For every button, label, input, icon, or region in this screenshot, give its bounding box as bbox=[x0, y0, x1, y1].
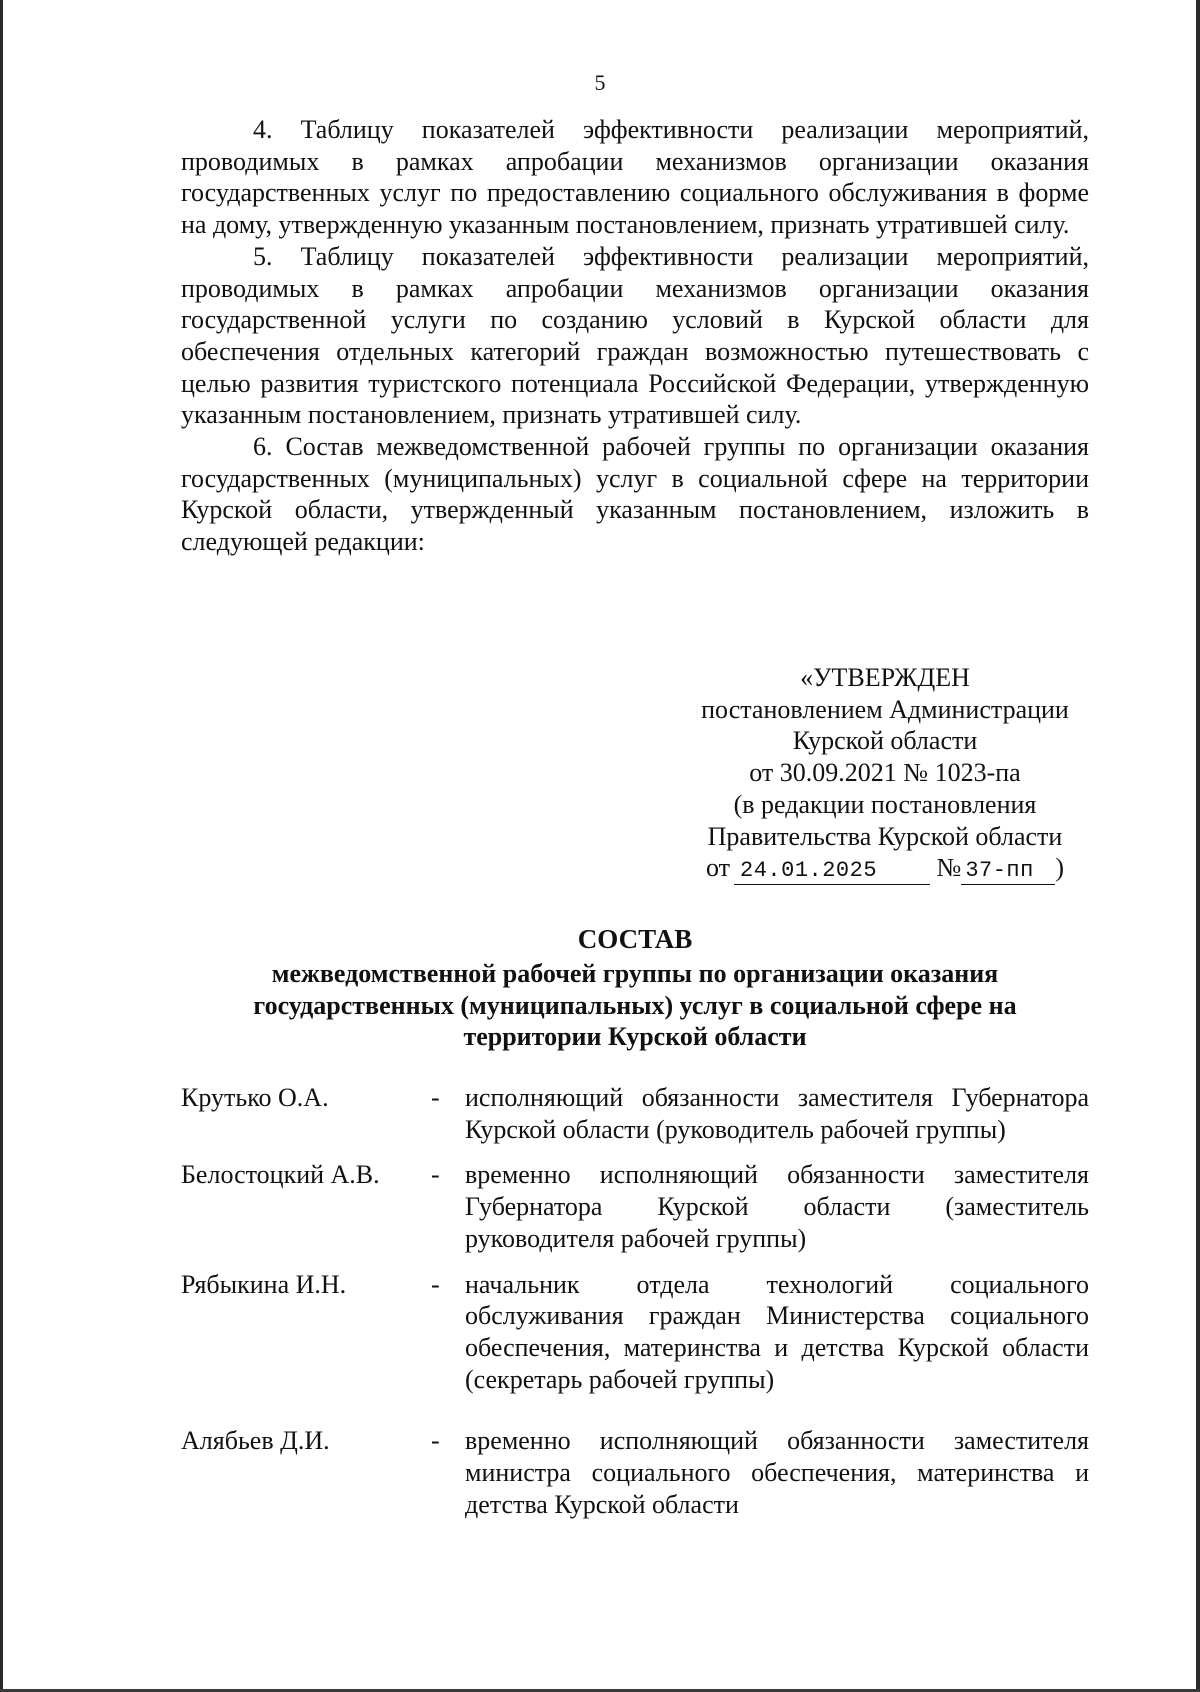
member-row bbox=[181, 1269, 1089, 1396]
member-dash: - bbox=[431, 1160, 440, 1190]
paragraph-4: 4. Таблицу показателей эффективности реализации мероприятий, проводимых в рамках апробации механизмов организации оказания государственных услуг по предоставлению социального обслуживания в форме на дому, утвержденную указанным постановлением, признать утратившей силу. bbox=[181, 115, 1089, 240]
composition-subtitle: межведомственной рабочей группы по организации оказания государственных (муниципальных) услуг в социальной сфере на территории Курской области bbox=[253, 959, 1017, 1052]
member-role: начальник отдела технологий социального обслуживания граждан Министерства социального обеспечения, материнства и детства Курской области (секретарь рабочей группы) bbox=[465, 1269, 1089, 1394]
approval-closing-paren: ) bbox=[1055, 853, 1064, 883]
member-row bbox=[181, 1082, 1089, 1145]
scan-border-left bbox=[0, 0, 3, 1692]
approval-line: (в редакции постановления bbox=[733, 789, 1037, 819]
scan-border-right bbox=[1196, 0, 1200, 1692]
approval-heading: «УТВЕРЖДЕН bbox=[800, 663, 970, 692]
member-name: Крутько О.А. bbox=[181, 1083, 329, 1112]
body-text bbox=[181, 114, 1089, 558]
member-dash: - bbox=[431, 1083, 440, 1112]
paragraph-5: 5. Таблицу показателей эффективности реализации мероприятий, проводимых в рамках апробации механизмов организации оказания государственной услуги по созданию условий в Курской области для обеспечения отдельных категорий граждан возможностью путешествовать с целью развития туристского потенциала Российской Федерации, утвержденную указанным постановлением, признать утратившей силу. bbox=[181, 241, 1089, 430]
approval-line: Правительства Курской области bbox=[707, 821, 1063, 851]
approval-stamp-block bbox=[660, 662, 1110, 885]
composition-title: СОСТАВ bbox=[577, 924, 693, 954]
approval-number-sign: № bbox=[936, 853, 962, 883]
member-role: временно исполняющий обязанности заместителя министра социального обеспечения, материнства и детства Курской области bbox=[465, 1426, 1089, 1519]
approval-date-field: 24.01.2025 bbox=[734, 858, 930, 885]
member-name: Белостоцкий А.В. bbox=[181, 1160, 380, 1190]
composition-title-block bbox=[181, 920, 1089, 1053]
paragraph-6: 6. Состав межведомственной рабочей группы по организации оказания государственных (муниципальных) услуг в социальной сфере на территории Курской области, утвержденный указанным постановлением, изложить в следующей редакции: bbox=[181, 432, 1089, 557]
member-name: Рябыкина И.Н. bbox=[181, 1269, 347, 1299]
member-name: Алябьев Д.И. bbox=[181, 1426, 330, 1456]
member-list bbox=[181, 1082, 1089, 1520]
approval-amendment-ref bbox=[660, 852, 1110, 885]
approval-from-label: от bbox=[705, 853, 731, 883]
member-row bbox=[181, 1425, 1089, 1520]
member-role: исполняющий обязанности заместителя Губернатора Курской области (руководитель рабочей группы) bbox=[465, 1083, 1089, 1144]
page-number: 5 bbox=[594, 70, 606, 95]
approval-original-ref: от 30.09.2021 № 1023-па bbox=[749, 758, 1021, 788]
approval-line: постановлением Администрации bbox=[701, 694, 1069, 724]
member-row bbox=[181, 1159, 1089, 1254]
approval-number-field: 37-пп bbox=[961, 858, 1055, 885]
approval-line: Курской области bbox=[792, 726, 978, 756]
member-role: временно исполняющий обязанности заместителя Губернатора Курской области (заместитель руководителя рабочей группы) bbox=[465, 1160, 1089, 1253]
member-dash: - bbox=[431, 1426, 440, 1456]
member-dash: - bbox=[431, 1269, 440, 1299]
